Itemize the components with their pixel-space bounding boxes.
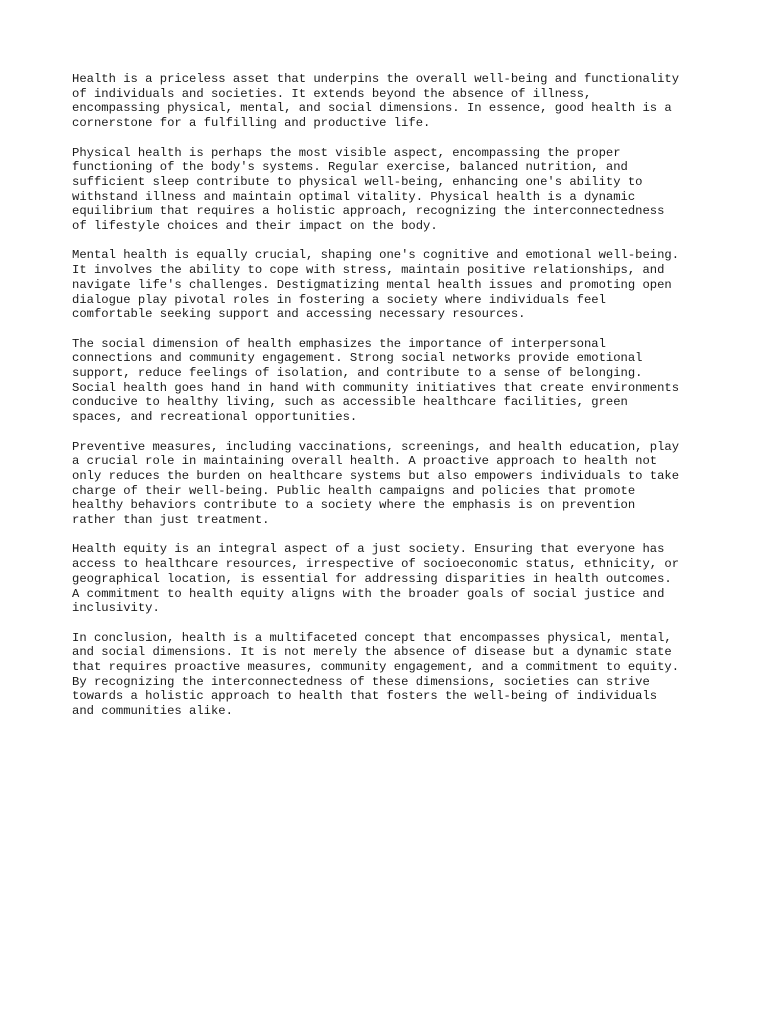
paragraph-health-equity: Health equity is an integral aspect of a just society. Ensuring that everyone has access to healthcare resources, irrespective of socioeconomic status, ethnicity, or geographical location, is essential for addressing disparities in health outcomes. A commitment to health equity aligns with the broader goals of social justice and inclusivity. (72, 542, 680, 616)
paragraph-social-health: The social dimension of health emphasizes the importance of interpersonal connections and community engagement. Strong social networks provide emotional support, reduce feelings of isolation, and contribute to a sense of belonging. Social health goes hand in hand with community initiatives that create environments conducive to healthy living, such as accessible healthcare facilities, green spaces, and recreational opportunities. (72, 336, 680, 425)
paragraph-physical-health: Physical health is perhaps the most visible aspect, encompassing the proper functioning of the body's systems. Regular exercise, balanced nutrition, and sufficient sleep contribute to physical well-being, enhancing one's ability to withstand illness and maintain optimal vitality. Physical health is a dynamic equilibrium that requires a holistic approach, recognizing the interconnectedness of lifestyle choices and their impact on the body. (72, 145, 665, 234)
paragraph-intro: Health is a priceless asset that underpins the overall well-being and functionality of individuals and societies. It extends beyond the absence of illness, encompassing physical, mental, and social dimensions. In essence, good health is a cornerstone for a fulfilling and productive life. (72, 72, 680, 131)
paragraph-mental-health: Mental health is equally crucial, shaping one's cognitive and emotional well-being. It involves the ability to cope with stress, maintain positive relationships, and navigate life's challenges. Destigmatizing mental health issues and promoting open dialogue play pivotal roles in fostering a society where individuals feel comfortable seeking support and accessing necessary resources. (72, 248, 680, 322)
paragraph-preventive-measures: Preventive measures, including vaccinations, screenings, and health education, play a crucial role in maintaining overall health. A proactive approach to health not only reduces the burden on healthcare systems but also empowers individuals to take charge of their well-being. Public health campaigns and policies that promote healthy behaviors contribute to a society where the emphasis is on prevention rather than just treatment. (72, 439, 680, 528)
document-body (72, 72, 702, 734)
paragraph-conclusion: In conclusion, health is a multifaceted concept that encompasses physical, mental, and social dimensions. It is not merely the absence of disease but a dynamic state that requires proactive measures, community engagement, and a commitment to equity. By recognizing the interconnectedness of these dimensions, societies can strive towards a holistic approach to health that fosters the well-being of individuals and communities alike. (72, 630, 680, 719)
